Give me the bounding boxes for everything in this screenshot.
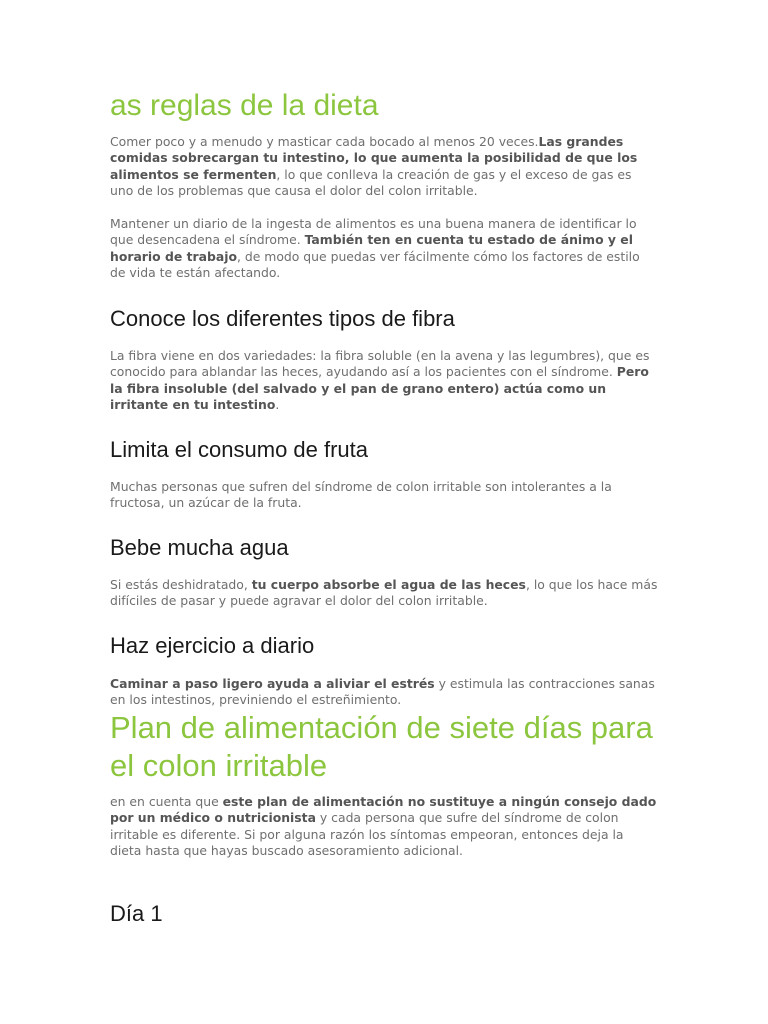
paragraph-diet-rules-1 [110, 134, 658, 200]
text-run: Mantener un diario de la ingesta de alimentos es una buena manera de identificar lo que desencadena el síndrome. [110, 216, 637, 248]
text-run: Si estás deshidratado, [110, 577, 252, 592]
text-run: Muchas personas que sufren del síndrome de colon irritable son intolerantes a la fructosa, un azúcar de la fruta. [110, 479, 612, 511]
emphasized-text: Caminar a paso ligero ayuda a aliviar el estrés [110, 676, 435, 691]
heading-day-1: Día 1 [110, 901, 163, 926]
text-run: y cada persona que sufre del síndrome de colon irritable es diferente. Si por alguna razón los síntomas empeoran, entonces deja la dieta hasta que hayas buscado asesoramiento adicional. [110, 810, 624, 859]
text-run: , lo que los hace más difíciles de pasar y puede agravar el dolor del colon irritable. [110, 577, 658, 609]
heading-fiber-types: Conoce los diferentes tipos de fibra [110, 306, 455, 331]
emphasized-text: También ten en cuenta tu estado de ánimo y el horario de trabajo [110, 232, 633, 264]
text-run: en en cuenta que [110, 794, 223, 809]
text-run: y estimula las contracciones sanas en los intestinos, previniendo el estreñimiento. [110, 676, 655, 708]
paragraph-drink-water [110, 577, 658, 610]
heading-diet-rules: as reglas de la dieta [110, 89, 379, 122]
paragraph-limit-fruit [110, 479, 658, 512]
paragraph-diet-rules-2 [110, 216, 658, 282]
text-run: La fibra viene en dos variedades: la fibra soluble (en la avena y las legumbres), que es conocido para ablandar las heces, ayudando así a los pacientes con el síndrome. [110, 348, 650, 380]
heading-seven-day-plan: Plan de alimentación de siete días para el colon irritable [110, 710, 653, 783]
emphasized-text: tu cuerpo absorbe el agua de las heces [251, 577, 526, 592]
text-run: . [275, 397, 280, 413]
paragraph-seven-day-plan [110, 794, 658, 860]
paragraph-fiber-types [110, 348, 658, 414]
emphasized-text: este plan de alimentación no sustituye a ningún consejo dado por un médico o nutricionista [110, 794, 657, 826]
text-run: , de modo que puedas ver fácilmente cómo los factores de estilo de vida te están afectando. [110, 248, 640, 281]
text-run: Comer poco y a menudo y masticar cada bocado al menos 20 veces. [110, 134, 539, 149]
heading-limit-fruit: Limita el consumo de fruta [110, 437, 369, 462]
paragraph-daily-exercise [110, 676, 658, 709]
text-run: , lo que conlleva la creación de gas y el exceso de gas es uno de los problemas que causa el dolor del colon irritable. [110, 166, 632, 199]
emphasized-text: Las grandes comidas sobrecargan tu intestino, lo que aumenta la posibilidad de que los alimentos se fermenten [110, 134, 638, 182]
heading-drink-water: Bebe mucha agua [110, 535, 289, 560]
emphasized-text: Pero la fibra insoluble (del salvado y el pan de grano entero) actúa como un irritante en tu intestino [110, 364, 649, 413]
heading-daily-exercise: Haz ejercicio a diario [110, 633, 315, 658]
